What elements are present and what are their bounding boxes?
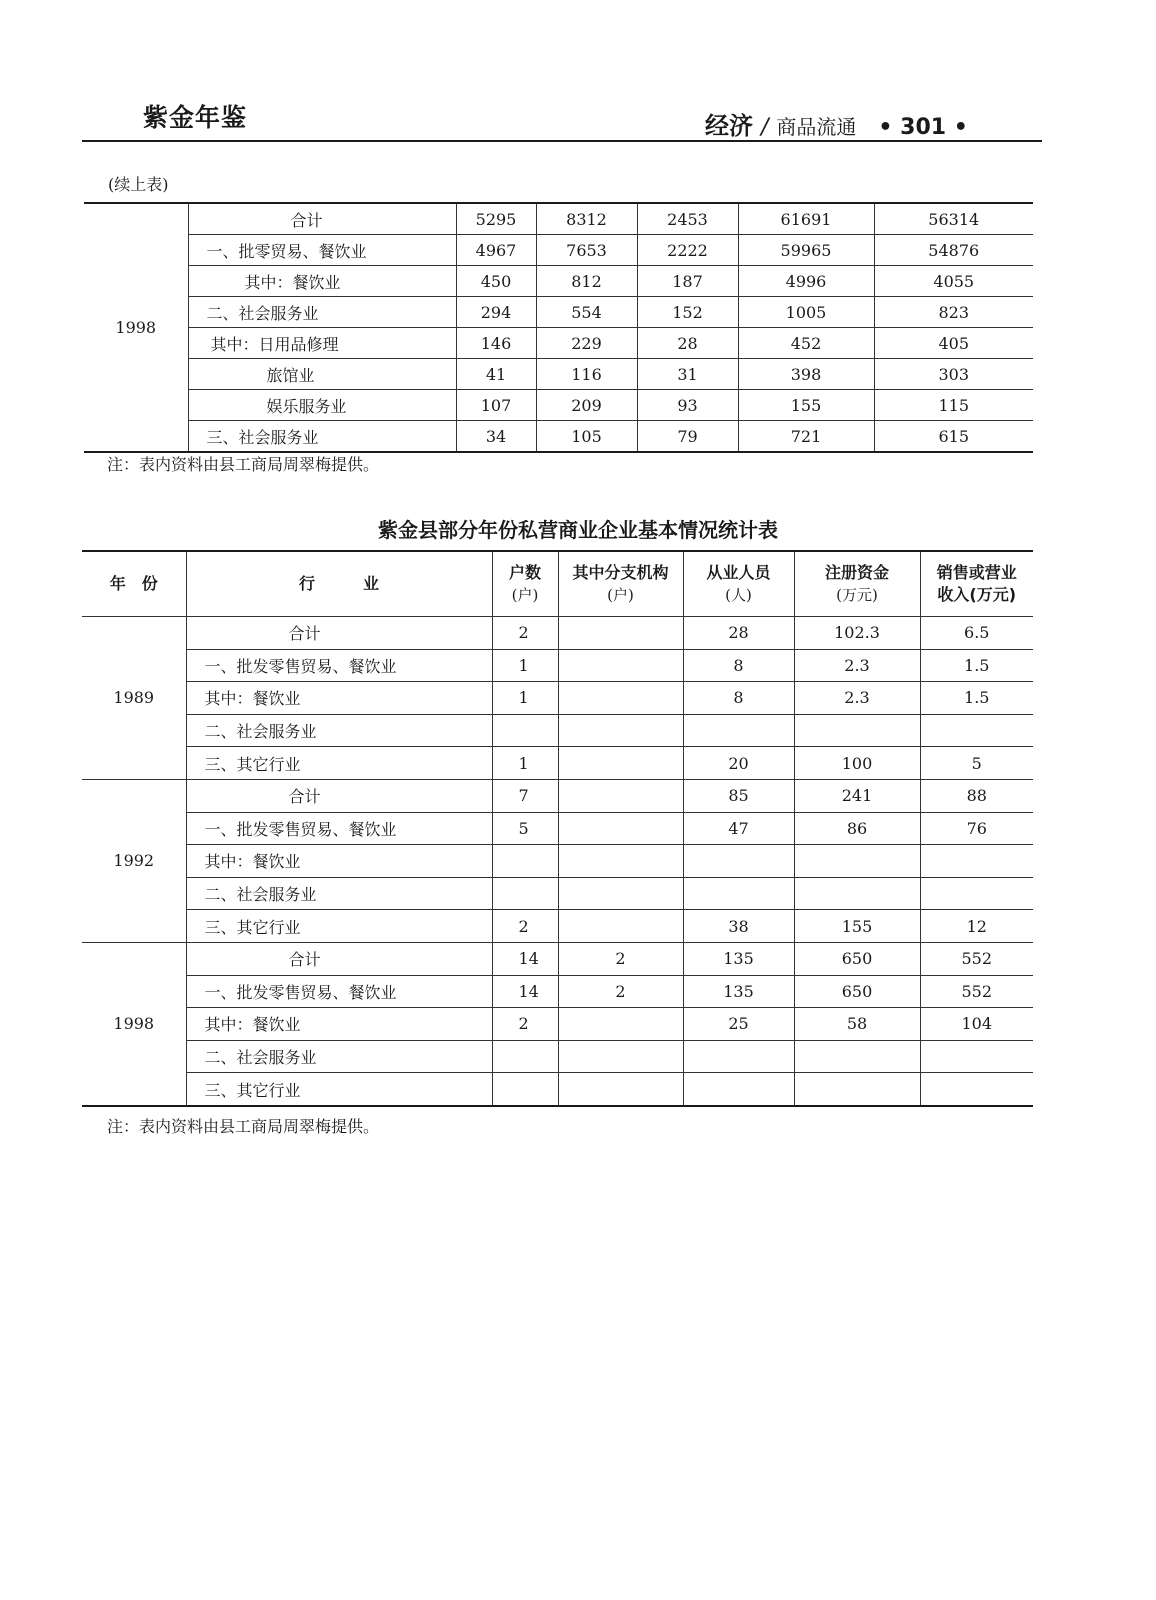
value-cell: 405 <box>874 328 1033 359</box>
value-cell: 104 <box>920 1008 1033 1041</box>
value-cell <box>794 714 920 747</box>
table-row <box>84 421 1033 453</box>
value-cell: 615 <box>874 421 1033 453</box>
value-cell: 100 <box>794 747 920 780</box>
value-cell <box>683 714 794 747</box>
table-row <box>84 297 1033 328</box>
header-rule <box>82 140 1042 142</box>
value-cell <box>683 845 794 878</box>
header-industry: 行 业 <box>186 551 492 617</box>
header-year: 年 份 <box>82 551 186 617</box>
value-cell: 58 <box>794 1008 920 1041</box>
value-cell: 155 <box>794 910 920 943</box>
industry-cell: 二、社会服务业 <box>188 297 456 328</box>
value-cell: 1 <box>492 649 558 682</box>
value-cell: 4967 <box>456 235 536 266</box>
value-cell: 38 <box>683 910 794 943</box>
value-cell: 34 <box>456 421 536 453</box>
value-cell: 85 <box>683 779 794 812</box>
industry-cell: 其中：餐饮业 <box>186 682 492 715</box>
header-unit: 收入(万元) <box>937 585 1017 604</box>
value-cell: 116 <box>536 359 637 390</box>
value-cell: 146 <box>456 328 536 359</box>
value-cell: 14 <box>492 975 558 1008</box>
value-cell <box>558 747 683 780</box>
value-cell: 152 <box>637 297 738 328</box>
value-cell: 88 <box>920 779 1033 812</box>
value-cell: 303 <box>874 359 1033 390</box>
value-cell: 2 <box>492 910 558 943</box>
value-cell: 554 <box>536 297 637 328</box>
industry-cell: 二、社会服务业 <box>186 877 492 910</box>
value-cell: 155 <box>738 390 874 421</box>
table-row <box>84 390 1033 421</box>
value-cell: 2.3 <box>794 649 920 682</box>
value-cell: 2 <box>492 617 558 650</box>
industry-cell: 一、批零贸易、餐饮业 <box>188 235 456 266</box>
value-cell: 2 <box>558 942 683 975</box>
value-cell <box>492 845 558 878</box>
header-label: 注册资金 <box>824 563 889 582</box>
value-cell <box>492 714 558 747</box>
value-cell: 54876 <box>874 235 1033 266</box>
industry-cell: 三、其它行业 <box>186 747 492 780</box>
value-cell: 5 <box>920 747 1033 780</box>
section-separator: / <box>761 115 769 140</box>
value-cell: 812 <box>536 266 637 297</box>
header-label: 户数 <box>508 563 541 582</box>
value-cell <box>920 1040 1033 1073</box>
value-cell: 721 <box>738 421 874 453</box>
value-cell: 105 <box>536 421 637 453</box>
table-row <box>82 877 1033 910</box>
value-cell: 1 <box>492 682 558 715</box>
table-row <box>82 942 1033 975</box>
header-unit: (人) <box>725 586 752 604</box>
table-note: 注：表内资料由县工商局周翠梅提供。 <box>107 455 380 474</box>
value-cell <box>558 617 683 650</box>
running-header <box>705 106 968 141</box>
industry-cell: 合计 <box>186 942 492 975</box>
value-cell: 552 <box>920 975 1033 1008</box>
industry-cell: 其中：餐饮业 <box>188 266 456 297</box>
value-cell <box>492 1040 558 1073</box>
value-cell: 241 <box>794 779 920 812</box>
header-branches <box>558 551 683 617</box>
value-cell: 135 <box>683 942 794 975</box>
value-cell <box>920 845 1033 878</box>
header-households <box>492 551 558 617</box>
table-note: 注：表内资料由县工商局周翠梅提供。 <box>107 1117 380 1136</box>
value-cell: 552 <box>920 942 1033 975</box>
value-cell: 79 <box>637 421 738 453</box>
value-cell: 31 <box>637 359 738 390</box>
value-cell: 6.5 <box>920 617 1033 650</box>
value-cell: 8 <box>683 682 794 715</box>
table-title: 紫金县部分年份私营商业企业基本情况统计表 <box>378 518 778 542</box>
industry-cell: 三、其它行业 <box>186 1073 492 1106</box>
table-header-row <box>82 551 1033 617</box>
industry-cell <box>188 203 456 235</box>
year-cell: 1998 <box>82 942 186 1105</box>
value-cell <box>558 649 683 682</box>
book-title: 紫金年鉴 <box>143 103 248 132</box>
value-cell: 2.3 <box>794 682 920 715</box>
value-cell: 1 <box>492 747 558 780</box>
subsection-name: 商品流通 <box>776 115 857 139</box>
industry-cell: 一、批发零售贸易、餐饮业 <box>186 649 492 682</box>
value-cell: 7 <box>492 779 558 812</box>
value-cell: 452 <box>738 328 874 359</box>
header-capital <box>794 551 920 617</box>
value-cell: 650 <box>794 942 920 975</box>
header-unit: (户) <box>511 586 539 604</box>
table-row <box>84 203 1033 235</box>
industry-cell: 三、社会服务业 <box>188 421 456 453</box>
value-cell <box>794 1040 920 1073</box>
value-cell: 28 <box>637 328 738 359</box>
table-row <box>82 779 1033 812</box>
industry-cell: 娱乐服务业 <box>188 390 456 421</box>
value-cell: 61691 <box>738 203 874 235</box>
header-label: 其中分支机构 <box>572 563 669 582</box>
value-cell: 56314 <box>874 203 1033 235</box>
value-cell: 59965 <box>738 235 874 266</box>
value-cell: 209 <box>536 390 637 421</box>
value-cell <box>683 1073 794 1106</box>
industry-cell: 其中：日用品修理 <box>188 328 456 359</box>
value-cell <box>920 714 1033 747</box>
value-cell: 823 <box>874 297 1033 328</box>
value-cell: 12 <box>920 910 1033 943</box>
table-row <box>82 812 1033 845</box>
value-cell: 5 <box>492 812 558 845</box>
value-cell: 187 <box>637 266 738 297</box>
table-row <box>82 682 1033 715</box>
table-row <box>82 1040 1033 1073</box>
value-cell: 135 <box>683 975 794 1008</box>
value-cell <box>920 1073 1033 1106</box>
value-cell: 28 <box>683 617 794 650</box>
value-cell <box>558 910 683 943</box>
industry-cell: 其中：餐饮业 <box>186 845 492 878</box>
industry-cell: 旅馆业 <box>188 359 456 390</box>
value-cell <box>492 1073 558 1106</box>
table-row <box>82 1008 1033 1041</box>
value-cell: 450 <box>456 266 536 297</box>
value-cell: 47 <box>683 812 794 845</box>
value-cell: 650 <box>794 975 920 1008</box>
table-row <box>82 617 1033 650</box>
value-cell <box>794 877 920 910</box>
header-label: 从业人员 <box>706 563 771 582</box>
value-cell: 8312 <box>536 203 637 235</box>
value-cell <box>558 845 683 878</box>
industry-cell: 一、批发零售贸易、餐饮业 <box>186 975 492 1008</box>
value-cell: 41 <box>456 359 536 390</box>
value-cell: 2 <box>492 1008 558 1041</box>
value-cell: 102.3 <box>794 617 920 650</box>
value-cell: 5295 <box>456 203 536 235</box>
value-cell: 4055 <box>874 266 1033 297</box>
value-cell: 229 <box>536 328 637 359</box>
header-revenue <box>920 551 1033 617</box>
value-cell <box>794 845 920 878</box>
value-cell <box>683 1040 794 1073</box>
year-cell: 1998 <box>84 203 188 452</box>
value-cell <box>558 682 683 715</box>
value-cell <box>492 877 558 910</box>
page-number: • 301 • <box>878 115 968 140</box>
value-cell: 4996 <box>738 266 874 297</box>
value-cell <box>558 1008 683 1041</box>
year-cell: 1992 <box>82 779 186 942</box>
value-cell: 14 <box>492 942 558 975</box>
value-cell <box>558 1040 683 1073</box>
header-unit: (户) <box>607 586 634 604</box>
table-row <box>82 714 1033 747</box>
value-cell: 8 <box>683 649 794 682</box>
table-row <box>84 266 1033 297</box>
table-row <box>82 845 1033 878</box>
value-cell: 398 <box>738 359 874 390</box>
continued-table <box>84 202 1033 453</box>
table-row <box>84 328 1033 359</box>
value-cell: 7653 <box>536 235 637 266</box>
industry-cell: 三、其它行业 <box>186 910 492 943</box>
value-cell <box>558 812 683 845</box>
table-row <box>82 649 1033 682</box>
continued-label: (续上表) <box>108 175 169 194</box>
value-cell: 93 <box>637 390 738 421</box>
table-row <box>82 1073 1033 1106</box>
year-cell: 1989 <box>82 617 186 780</box>
value-cell: 1.5 <box>920 682 1033 715</box>
table-row <box>82 910 1033 943</box>
industry-cell: 二、社会服务业 <box>186 1040 492 1073</box>
value-cell <box>794 1073 920 1106</box>
value-cell: 115 <box>874 390 1033 421</box>
value-cell <box>558 1073 683 1106</box>
value-cell <box>683 877 794 910</box>
header-unit: (万元) <box>836 586 878 604</box>
value-cell: 1.5 <box>920 649 1033 682</box>
industry-cell: 其中：餐饮业 <box>186 1008 492 1041</box>
table-row <box>84 235 1033 266</box>
value-cell: 2453 <box>637 203 738 235</box>
industry-cell: 合计 <box>186 617 492 650</box>
industry-cell: 合计 <box>186 779 492 812</box>
value-cell: 86 <box>794 812 920 845</box>
value-cell: 20 <box>683 747 794 780</box>
value-cell: 2222 <box>637 235 738 266</box>
statistics-table <box>82 550 1033 1107</box>
section-name: 经济 <box>705 112 753 140</box>
header-label: 销售或营业 <box>936 563 1017 582</box>
value-cell: 25 <box>683 1008 794 1041</box>
header-employees <box>683 551 794 617</box>
value-cell: 2 <box>558 975 683 1008</box>
table-row <box>84 359 1033 390</box>
value-cell: 1005 <box>738 297 874 328</box>
value-cell <box>558 877 683 910</box>
value-cell: 76 <box>920 812 1033 845</box>
value-cell: 107 <box>456 390 536 421</box>
value-cell <box>920 877 1033 910</box>
value-cell <box>558 714 683 747</box>
table-row <box>82 747 1033 780</box>
total-label: 合计 <box>290 210 323 230</box>
industry-cell: 二、社会服务业 <box>186 714 492 747</box>
value-cell <box>558 779 683 812</box>
table-row <box>82 975 1033 1008</box>
value-cell: 294 <box>456 297 536 328</box>
industry-cell: 一、批发零售贸易、餐饮业 <box>186 812 492 845</box>
